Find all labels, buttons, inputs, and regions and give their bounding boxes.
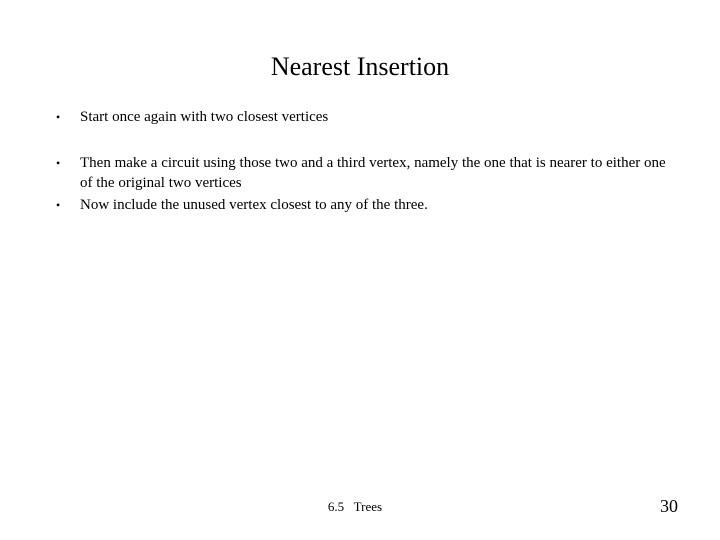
slide-title: Nearest Insertion: [270, 52, 450, 81]
bullet-icon: •: [56, 156, 61, 170]
footer-section-label: 6.5 Trees: [327, 499, 383, 514]
bullet-text: Now include the unused vertex closest to any of the three.: [80, 197, 428, 213]
bullet-text: Start once again with two closest vertices: [80, 109, 329, 125]
bullet-text: Then make a circuit using those two and a third vertex, namely the one that is nearer to either one of the original two vertices: [80, 155, 666, 191]
bullet-icon: •: [56, 110, 61, 124]
page-number: 30: [660, 496, 678, 516]
bullet-icon: •: [56, 198, 61, 212]
